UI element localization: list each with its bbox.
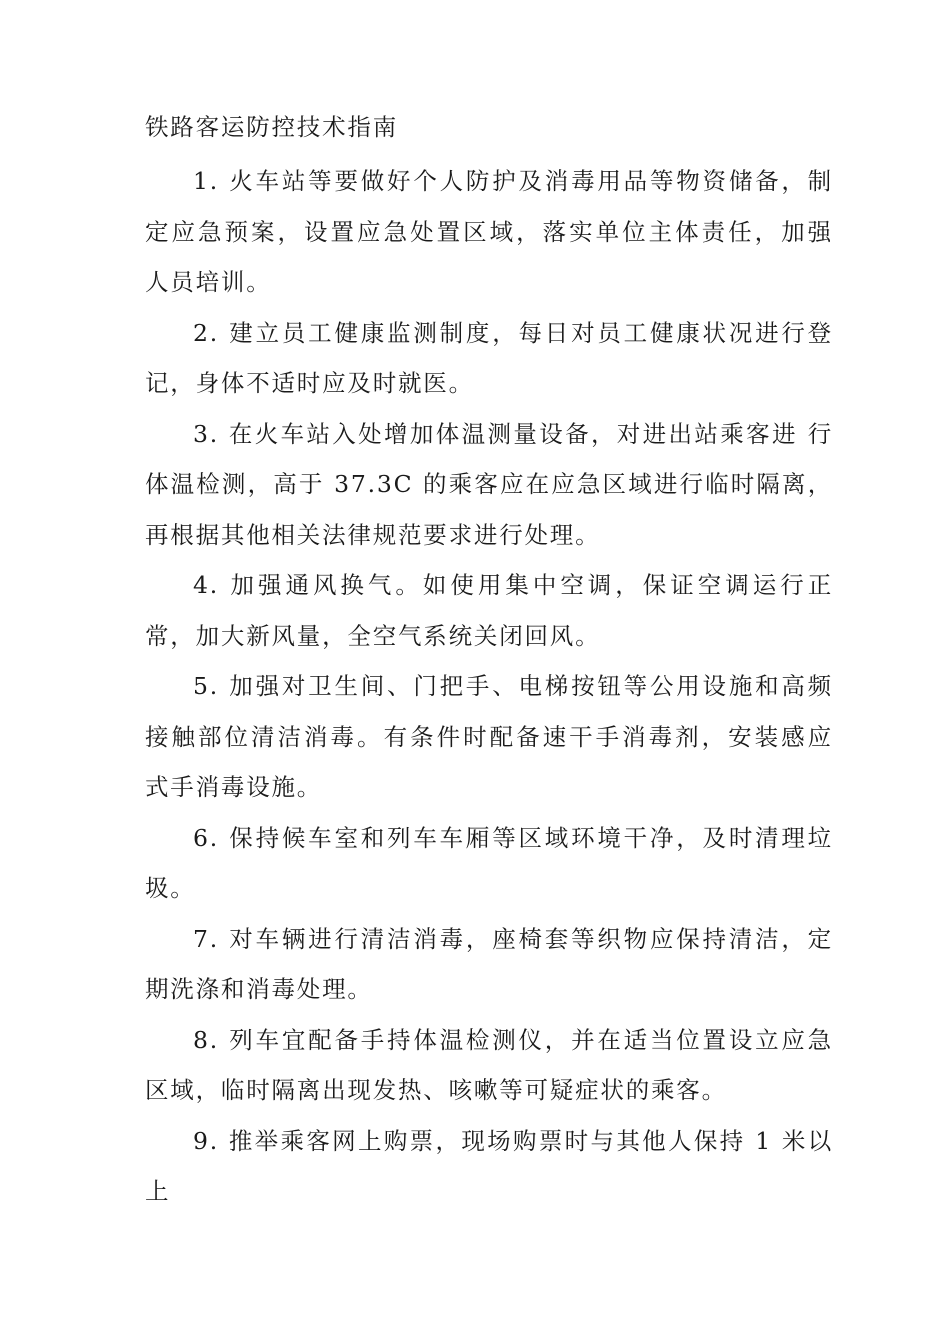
paragraph-item-4: 4. 加强通风换气。如使用集中空调，保证空调运行正常，加大新风量，全空气系统关闭回风。 — [145, 571, 833, 650]
paragraph-item-7: 7. 对车辆进行清洁消毒，座椅套等织物应保持清洁，定 期洗涤和消毒处理。 — [145, 924, 833, 1003]
paragraph-item-8: 8. 列车宜配备手持体温检测仪，并在适当位置设立应急 区域，临时隔离出现发热、咳嗽等可疑症状的乘客。 — [145, 1025, 833, 1104]
paragraph-item-9: 9. 推举乘客网上购票，现场购票时与其他人保持 1 米以 上 — [145, 1126, 833, 1205]
paragraph-item-2: 2. 建立员工健康监测制度，每日对员工健康状况进行登记，身体不适时应及时就医。 — [145, 318, 833, 397]
paragraph-item-6: 6. 保持候车室和列车车厢等区域环境干净，及时清理垃圾。 — [145, 823, 833, 902]
paragraph-item-1: 1. 火车站等要做好个人防护及消毒用品等物资储备，制 定应急预案，设置应急处置区域，落实单位主体责任，加强 人员培训。 — [145, 167, 833, 296]
document-title: 铁路客运防控技术指南 — [145, 113, 398, 141]
paragraph-item-3: 3. 在火车站入处增加体温测量设备，对进出站乘客进 行体温检测，高于 37.3C 的乘客应在应急区域进行临时隔离， 再根据其他相关法律规范要求进行处理。 — [145, 419, 833, 549]
paragraph-item-5: 5. 加强对卫生间、门把手、电梯按钮等公用设施和高频 接触部位清洁消毒。有条件时配备速干手消毒剂，安装感应 式手消毒设施。 — [145, 672, 833, 801]
document-body — [145, 108, 833, 1217]
